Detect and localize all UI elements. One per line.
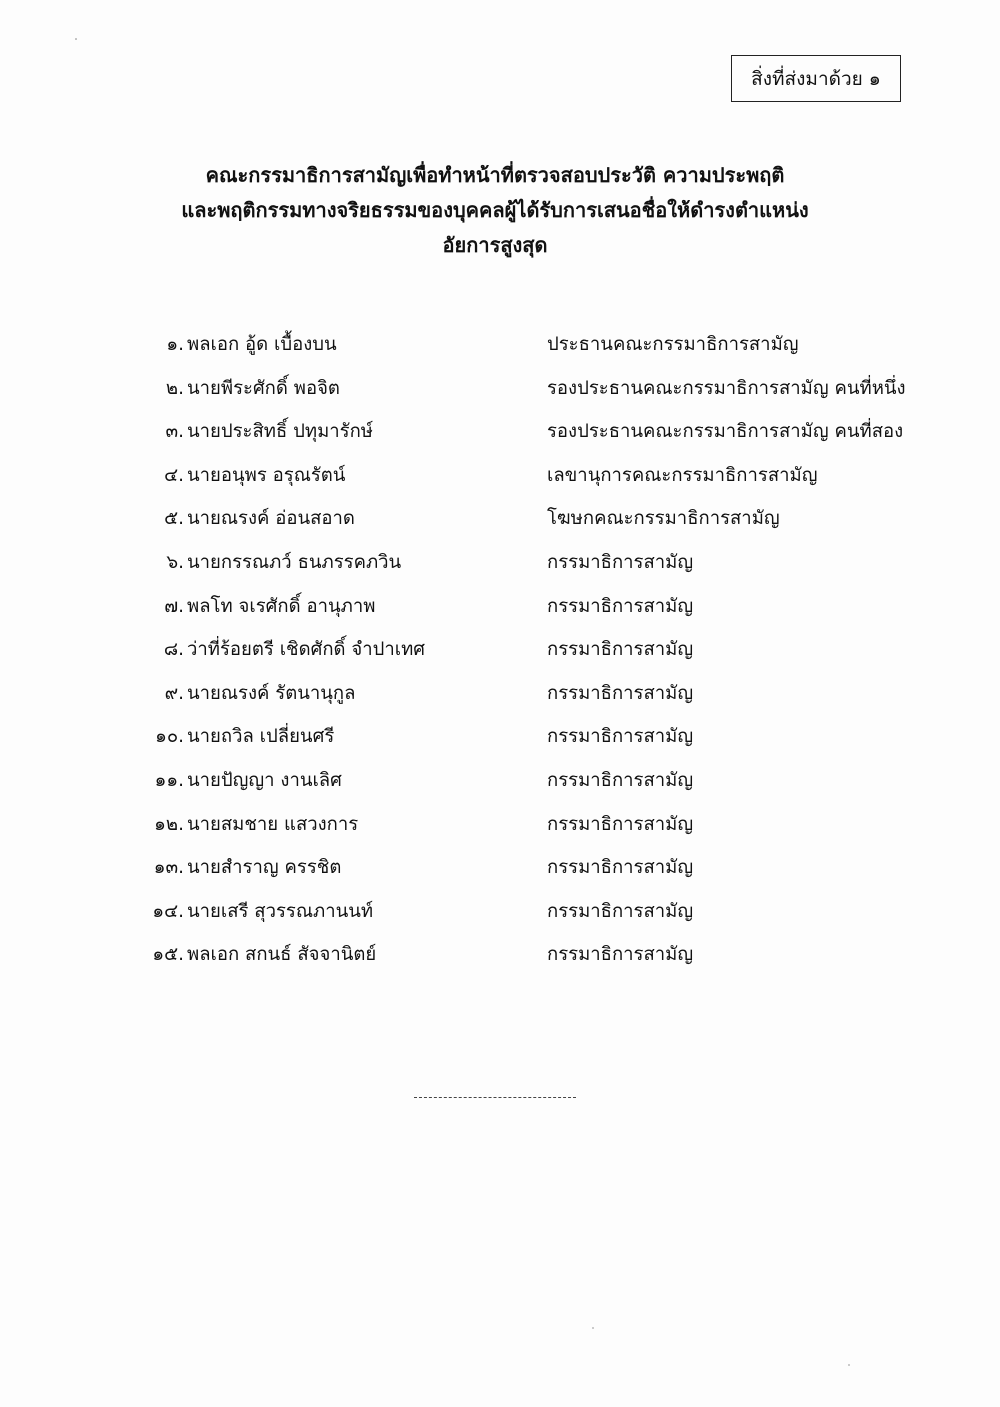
member-number: ๖.: [166, 551, 184, 573]
scan-speck: [848, 1364, 850, 1366]
member-role: กรรมาธิการสามัญ: [547, 726, 694, 748]
member-role: รองประธานคณะกรรมาธิการสามัญ คนที่สอง: [547, 421, 904, 443]
member-number: ๑๓.: [153, 857, 184, 879]
member-row: [140, 461, 920, 505]
member-row: [140, 897, 920, 941]
enclosure-text: สิ่งที่ส่งมาด้วย ๑: [751, 67, 881, 90]
member-role: กรรมาธิการสามัญ: [547, 682, 694, 704]
member-row: [140, 374, 920, 418]
member-name: นายณรงค์ รัตนานุกูล: [187, 682, 356, 704]
member-row: [140, 940, 920, 984]
member-name: นายประสิทธิ์ ปทุมารักษ์: [187, 421, 374, 443]
member-row: [140, 417, 920, 461]
member-role: รองประธานคณะกรรมาธิการสามัญ คนที่หนึ่ง: [547, 377, 906, 399]
member-number: ๑๔.: [152, 900, 184, 922]
member-name: พลเอก สกนธ์ สัจจานิตย์: [187, 944, 377, 966]
member-role: โฆษกคณะกรรมาธิการสามัญ: [547, 508, 780, 530]
member-row: [140, 592, 920, 636]
member-number: ๘.: [163, 639, 184, 661]
member-number: ๕.: [164, 508, 184, 530]
member-number: ๑.: [166, 334, 184, 355]
member-row: [140, 722, 920, 766]
member-name: นายสำราญ ครรชิต: [187, 857, 342, 879]
member-row: [140, 766, 920, 810]
member-name: นายปัญญา งานเลิศ: [187, 769, 342, 791]
member-row: [140, 853, 920, 897]
member-name: นายถวิล เปลี่ยนศรี: [187, 726, 335, 748]
member-role: กรรมาธิการสามัญ: [547, 857, 694, 879]
member-row: [140, 548, 920, 592]
member-row: [140, 679, 920, 723]
member-name: นายสมชาย แสวงการ: [187, 813, 359, 835]
member-name: นายกรรณภว์ ธนภรรคภวิน: [187, 551, 402, 573]
member-number: ๒.: [165, 377, 184, 399]
member-number: ๑๒.: [154, 813, 184, 835]
member-name: พลโท จเรศักดิ์ อานุภาพ: [187, 595, 376, 617]
member-role: กรรมาธิการสามัญ: [547, 900, 694, 922]
scan-speck: [75, 38, 77, 40]
member-number: ๓.: [165, 421, 184, 443]
member-row: [140, 635, 920, 679]
member-number: ๔.: [164, 464, 184, 486]
member-number: ๑๑.: [154, 769, 184, 791]
member-role: กรรมาธิการสามัญ: [547, 551, 694, 573]
member-name: พลเอก อู้ด เบื้องบน: [187, 334, 337, 355]
member-name: นายเสรี สุวรรณภานนท์: [187, 900, 374, 922]
title-line-2: และพฤติกรรมทางจริยธรรมของบุคคลผู้ได้รับการเสนอชื่อให้ดำรงตำแหน่ง: [181, 198, 809, 222]
document-title: [150, 158, 840, 263]
member-name: นายณรงค์ อ่อนสอาด: [187, 508, 355, 530]
member-name: นายพีระศักดิ์ พอจิต: [187, 377, 340, 399]
title-line-1: คณะกรรมาธิการสามัญเพื่อทำหน้าที่ตรวจสอบประวัติ ความประพฤติ: [205, 163, 785, 187]
member-number: ๑๐.: [155, 726, 184, 748]
member-role: กรรมาธิการสามัญ: [547, 639, 694, 661]
scan-speck: [592, 1327, 594, 1329]
member-role: ประธานคณะกรรมาธิการสามัญ: [547, 334, 799, 355]
member-role: กรรมาธิการสามัญ: [547, 769, 694, 791]
member-list: [140, 330, 920, 984]
member-role: กรรมาธิการสามัญ: [547, 813, 694, 835]
member-role: เลขานุการคณะกรรมาธิการสามัญ: [547, 464, 818, 486]
member-name: นายอนุพร อรุณรัตน์: [187, 464, 346, 486]
member-row: [140, 504, 920, 548]
member-row: [140, 330, 920, 374]
member-name: ว่าที่ร้อยตรี เชิดศักดิ์ จำปาเทศ: [187, 639, 426, 661]
title-line-3: อัยการสูงสุด: [442, 233, 548, 257]
enclosure-label: [731, 55, 901, 102]
member-number: ๑๕.: [152, 944, 184, 966]
member-number: ๙.: [164, 682, 184, 704]
member-role: กรรมาธิการสามัญ: [547, 944, 694, 966]
member-number: ๗.: [164, 595, 184, 617]
member-row: [140, 810, 920, 854]
end-divider: [414, 1097, 576, 1098]
member-role: กรรมาธิการสามัญ: [547, 595, 694, 617]
